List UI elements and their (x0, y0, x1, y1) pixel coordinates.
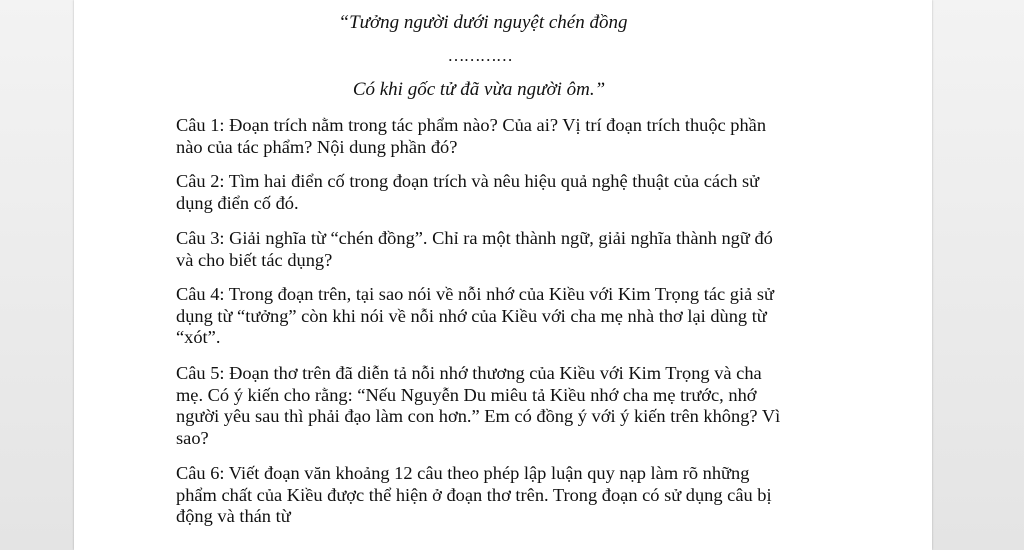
question-1-line-1: Câu 1: Đoạn trích nằm trong tác phẩm nào? Của ai? Vị trí đoạn trích thuộc phần (176, 115, 767, 135)
question-2-line-1: Câu 2: Tìm hai điển cố trong đoạn trích và nêu hiệu quả nghệ thuật của cách sử (176, 171, 760, 191)
question-4 (176, 284, 836, 349)
poem-line-2: Có khi gốc tử đã vừa người ôm.” (352, 79, 606, 100)
poem-line-1: “Tưởng người dưới nguyệt chén đồng (338, 12, 628, 33)
question-5 (176, 363, 836, 449)
question-6 (176, 463, 836, 528)
question-2 (176, 171, 836, 214)
question-1 (176, 115, 836, 158)
question-5-line-2: mẹ. Có ý kiến cho rằng: “Nếu Nguyễn Du miêu tả Kiều nhớ cha mẹ trước, nhớ (176, 384, 757, 405)
question-3-line-1: Câu 3: Giải nghĩa từ “chén đồng”. Chỉ ra một thành ngữ, giải nghĩa thành ngữ đó (176, 228, 773, 248)
question-4-line-3: “xót”. (176, 327, 221, 348)
background-right (932, 0, 1024, 550)
question-5-line-3: người yêu sau thì phải đạo làm con hơn.” Em có đồng ý với ý kiến trên không? Vì (176, 406, 781, 427)
question-4-line-2: dụng từ “tưởng” còn khi nói về nỗi nhớ của Kiều với cha mẹ nhà thơ lại dùng từ (176, 305, 767, 326)
question-4-line-1: Câu 4: Trong đoạn trên, tại sao nói về nỗi nhớ của Kiều với Kim Trọng tác giả sử (176, 284, 774, 304)
document-page (74, 0, 932, 550)
question-5-line-4: sao? (176, 427, 209, 448)
question-3-line-2: và cho biết tác dụng? (176, 249, 333, 270)
question-3 (176, 228, 836, 271)
question-5-line-1: Câu 5: Đoạn thơ trên đã diễn tả nỗi nhớ thương của Kiều với Kim Trọng và cha (176, 363, 762, 383)
question-6-line-1: Câu 6: Viết đoạn văn khoảng 12 câu theo phép lập luận quy nạp làm rõ những (176, 463, 750, 483)
poem-ellipsis: ………… (448, 46, 514, 65)
question-6-line-2: phẩm chất của Kiều được thể hiện ở đoạn thơ trên. Trong đoạn có sử dụng câu bị (176, 484, 772, 505)
question-1-line-2: nào của tác phẩm? Nội dung phần đó? (176, 136, 458, 157)
question-6-line-3: động và thán từ (176, 506, 291, 527)
question-2-line-2: dụng điển cố đó. (176, 192, 299, 213)
